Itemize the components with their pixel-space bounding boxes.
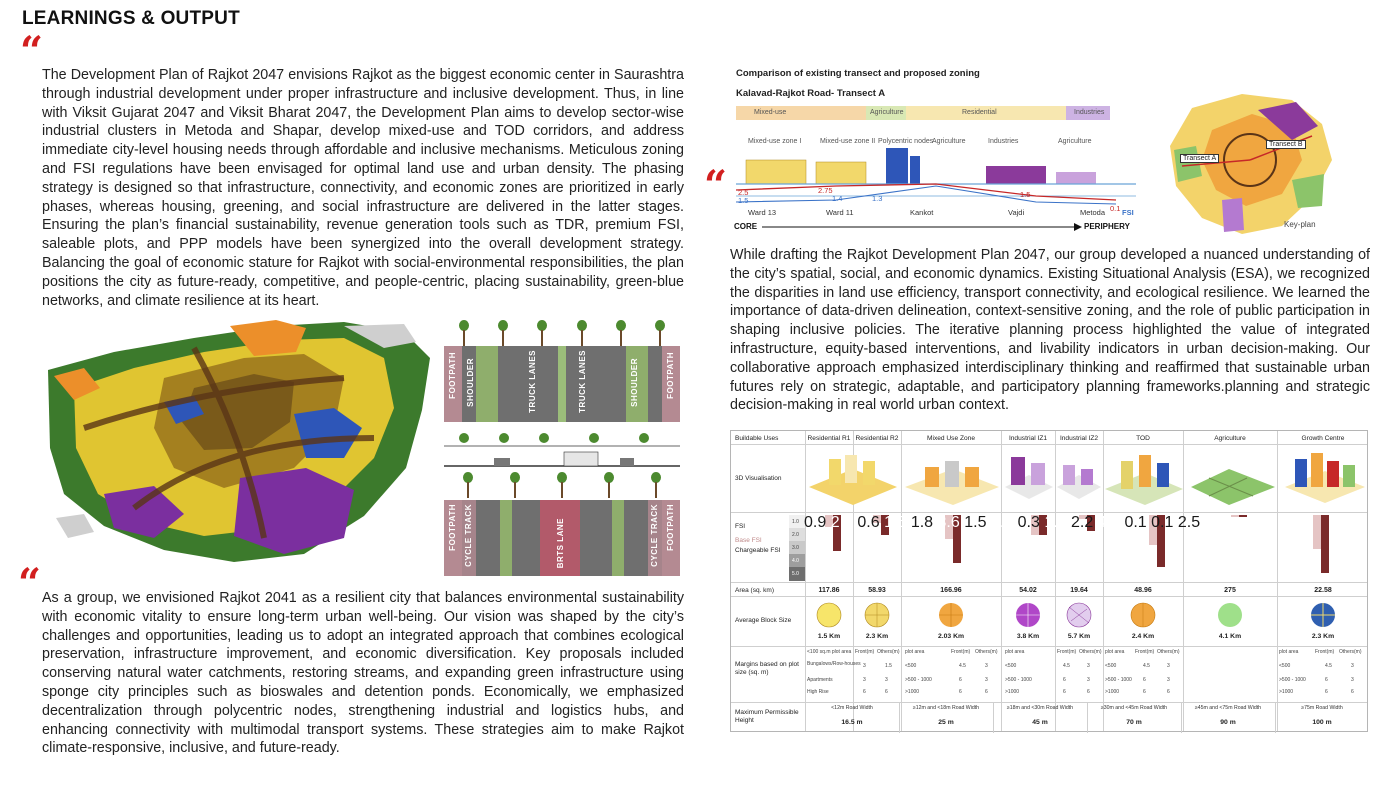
fsi-bar-value: 0.6 <box>857 514 880 531</box>
fsi-bar-value: 2.5 <box>1177 514 1201 531</box>
max-height-value: 16.5 m <box>841 719 863 726</box>
margin-cell: 4.5 <box>1143 663 1150 669</box>
max-height-value: 100 m <box>1312 719 1332 726</box>
fsi-tick: 5.0 <box>792 571 799 577</box>
margin-cell: 6 <box>959 689 962 695</box>
paragraph-group-vision: As a group, we envisioned Rajkot 2041 as a resilient city that balances environmental sustainability with economic vitality to ensure long-term urban well-being. Our vision was shaped by the city’s challenges and opportunities, leading us to adopt an integrated approach that combines ecological preservation, infrastructure improvement, and economic diversification. Key proposals included conserving natural water catchments, restoring streams, and expanding green infrastructure using sponge city principles such as bioswales and detention ponds. Economically, we emphasized decentralization through polycentric nodes, strengthening industrial and logistics hubs, and enhancing connectivity with multimodal transport systems. These strategies aim to make Rajkot climate-responsive, inclusive, and future-ready. <box>42 590 684 757</box>
margin-cell: 6 <box>1143 677 1146 683</box>
block-size-value: 2.03 Km <box>937 633 965 640</box>
margin-head: Others(m) <box>1339 649 1362 655</box>
transect-b-label: Transect B <box>1266 140 1306 149</box>
quote-icon: “ <box>18 560 42 607</box>
table-corner-header: Buildable Uses <box>735 435 779 442</box>
margin-cell: Bungalows/Row-houses <box>807 661 861 667</box>
quote-icon: “ <box>704 162 728 209</box>
area-value: 58.93 <box>868 587 886 594</box>
fsi-value: 2.75 <box>818 186 833 195</box>
tree-icon <box>650 472 662 498</box>
block-size-value: 2.3 Km <box>865 633 889 640</box>
margin-cell: 6 <box>1087 689 1090 695</box>
tree-icon <box>615 320 627 346</box>
margin-cell: 6 <box>1325 689 1328 695</box>
block-size-value: 2.3 Km <box>1311 633 1335 640</box>
tree-icon <box>536 320 548 346</box>
margin-head: plot area <box>1105 649 1125 655</box>
block-size-circles <box>805 599 1369 631</box>
margin-cell: <500 <box>905 663 917 669</box>
fsi-value: 1.3 <box>872 194 883 203</box>
row-label-margins: Margins based on plot size (sq. m) <box>735 661 799 676</box>
road-width: ≥75m Road Width <box>1301 705 1343 711</box>
cycle-track-label: CYCLE TRACK <box>650 504 659 567</box>
truck-lanes-label: TRUCK LANES <box>578 350 587 413</box>
max-height-value: 90 m <box>1220 719 1236 726</box>
street-elevation-skyline <box>444 430 680 470</box>
area-value: 275 <box>1224 587 1236 594</box>
area-value: 22.58 <box>1314 587 1332 594</box>
margin-cell: 3 <box>885 677 888 683</box>
margin-cell: 6 <box>1063 677 1066 683</box>
proposed-zone-label: Agriculture <box>932 138 966 145</box>
cycle-track-label: CYCLE TRACK <box>464 504 473 567</box>
truck-lanes-label: TRUCK LANES <box>528 350 537 413</box>
fsi-bar-value: 1.5 <box>884 514 907 531</box>
margin-cell: 3 <box>863 677 866 683</box>
block-size-value: 2.4 Km <box>1131 633 1155 640</box>
margin-head: Others(m) <box>1157 649 1180 655</box>
margin-cell: 3 <box>1351 663 1354 669</box>
road-width: <12m Road Width <box>831 705 873 711</box>
margin-head: plot area <box>1279 649 1299 655</box>
zone-residential: Residential <box>906 106 1066 120</box>
tree-icon <box>509 472 521 498</box>
margin-cell: <500 <box>1279 663 1291 669</box>
column-header: Residential R2 <box>855 435 899 442</box>
fsi-bar-value: 0.1 <box>1124 514 1147 531</box>
area-value: 117.86 <box>818 587 840 594</box>
margin-cell: 4.5 <box>1325 663 1332 669</box>
margin-head: Front(m) <box>1315 649 1335 655</box>
block-size-value: 4.1 Km <box>1218 633 1242 640</box>
fsi-bar-value: 2.7 <box>830 514 853 531</box>
max-height-value: 70 m <box>1126 719 1142 726</box>
brts-lane-label: BRTS LANE <box>556 518 565 569</box>
row-label-area: Area (sq. km) <box>735 587 775 594</box>
block-size-value: 3.8 Km <box>1016 633 1040 640</box>
zone-agriculture: Agriculture <box>866 106 906 120</box>
fsi-bar-value: 1.8 <box>910 514 934 531</box>
fsi-value: 0.1 <box>1110 204 1121 213</box>
key-plan-caption: Key-plan <box>1284 220 1316 229</box>
fsi-value: 1.5 <box>1020 190 1031 199</box>
place-label: Vajdi <box>1008 208 1025 217</box>
periphery-label: PERIPHERY <box>1084 222 1130 231</box>
row-label-fsi: FSI <box>735 523 746 530</box>
margin-cell: 6 <box>959 677 962 683</box>
row-label-max-height: Maximum Permissible Height <box>735 709 799 724</box>
column-header: Mixed Use Zone <box>926 435 975 442</box>
transect-section-graphic <box>736 146 1136 208</box>
margin-head: Front(m) <box>951 649 971 655</box>
margin-cell: 6 <box>863 689 866 695</box>
fsi-legend-base: Base FSI <box>735 537 762 544</box>
margin-cell: 1.5 <box>885 663 892 669</box>
tree-icon <box>497 320 509 346</box>
shoulder-label: SHOULDER <box>630 358 639 407</box>
margin-cell: >1000 <box>1279 689 1294 695</box>
margin-cell: High Rise <box>807 689 829 695</box>
fsi-tick: 2.0 <box>792 532 799 538</box>
fsi-bar-value: 0.3 <box>1017 514 1040 531</box>
margin-head: <100 sq.m plot area <box>807 649 852 655</box>
road-width: ≥45m and <75m Road Width <box>1194 705 1262 711</box>
tree-icon <box>458 320 470 346</box>
column-header: Industrial IZ2 <box>1059 435 1099 442</box>
area-value: 54.02 <box>1019 587 1037 594</box>
proposed-zone-label: Agriculture <box>1058 138 1092 145</box>
transect-comparison-diagram <box>732 64 1144 236</box>
column-header: Residential R1 <box>807 435 851 442</box>
3d-visualisation-thumbnails <box>805 447 1369 511</box>
block-size-value: 1.5 Km <box>817 633 841 640</box>
margin-cell: >1000 <box>1105 689 1120 695</box>
zone-mixed-use: Mixed-use <box>736 106 866 120</box>
margin-cell: 4.5 <box>959 663 966 669</box>
margin-cell: 3 <box>1167 677 1170 683</box>
area-value: 19.64 <box>1070 587 1088 594</box>
place-label: Metoda <box>1080 208 1106 217</box>
area-value: 166.96 <box>940 587 962 594</box>
margin-cell: 3 <box>985 677 988 683</box>
margin-cell: 6 <box>1167 689 1170 695</box>
tree-icon <box>576 320 588 346</box>
road-width: ≥30m and <45m Road Width <box>1100 705 1168 711</box>
column-header: TOD <box>1136 435 1150 442</box>
max-height-value: 45 m <box>1032 719 1048 726</box>
margin-cell: >1000 <box>905 689 920 695</box>
margin-cell: 3 <box>863 663 866 669</box>
margin-cell: 3 <box>1087 663 1090 669</box>
fsi-bar-value: 1.2 <box>1044 514 1067 531</box>
key-plan-map <box>1162 90 1340 236</box>
fsi-value: 1.5 <box>738 196 749 205</box>
fsi-bar-value: 2.2 <box>1071 514 1094 531</box>
margin-cell: >500 - 1000 <box>905 677 932 683</box>
margin-head: Others(m) <box>975 649 998 655</box>
key-plan-graphic <box>1162 90 1340 236</box>
transect-title: Comparison of existing transect and proposed zoning <box>736 68 980 79</box>
margin-cell: 6 <box>1351 689 1354 695</box>
paragraph-vision-plan: The Development Plan of Rajkot 2047 envisions Rajkot as the biggest economic center in Saurashtra through industrial development under proper infrastructure and inclusive development. Thus, in line with Viksit Gujarat 2047 and Viksit Bharat 2047, the Development Plan aims to develop sector-wise industrial clusters in Metoda and Shapar, develop mixed-use and TOD corridors, and address immediate city-level housing needs through affordable and inclusive mechanisms. Meticulous zoning and FSI regulations have been envisaged for optimal land use and urban density. The phasing strategy is designed so that infrastructure, connectivity, and economic zones are prioritized in early phases, whereas housing, greening, and social infrastructure are delivered in the latter stages. Ensuring the plan’s financial sustainability, revenue generation tools such as TDR, premium FSI, saleable plots, and PPP models have been synergized into the overall development strategy. Balancing the goal of economic stature for Rajkot with social-environmental responsibilities, the plan positions the city as future-ready, competitive, and people-centric, placing sustainability, green-blue networks, and climate resilience at its heart. <box>42 67 684 309</box>
row-label-3d: 3D Visualisation <box>735 475 782 482</box>
street-section-brts <box>444 472 680 576</box>
fsi-tick: 4.0 <box>792 558 799 564</box>
fsi-bar-value: 1.5 <box>964 514 987 531</box>
margin-cell: <500 <box>1005 663 1017 669</box>
transect-subtitle: Kalavad-Rajkot Road- Transect A <box>736 88 886 99</box>
margin-head: Front(m) <box>1135 649 1155 655</box>
margin-cell: 4.5 <box>1063 663 1070 669</box>
margin-head: plot area <box>1005 649 1025 655</box>
margin-cell: Apartments <box>807 677 833 683</box>
margin-cell: <500 <box>1105 663 1117 669</box>
fsi-bar-value: 4.5 <box>1204 514 1227 531</box>
margin-cell: 3 <box>985 663 988 669</box>
proposed-zone-label: Mixed-use zone I <box>748 138 802 145</box>
margin-cell: 6 <box>985 689 988 695</box>
fsi-bar-value: 0.1 <box>1151 514 1174 531</box>
shoulder-label: SHOULDER <box>466 358 475 407</box>
fsi-bar-value: 1.5 <box>990 514 1014 531</box>
proposed-zone-label: Industries <box>988 138 1019 145</box>
footpath-label: FOOTPATH <box>666 352 675 399</box>
margin-cell: 6 <box>885 689 888 695</box>
margin-cell: 6 <box>1143 689 1146 695</box>
margin-cell: 6 <box>1063 689 1066 695</box>
fsi-bar-value: 4.0 <box>1097 514 1120 531</box>
fsi-legend-chargeable: Chargeable FSI <box>735 547 781 554</box>
fsi-bar-value: 3.6 <box>937 514 960 531</box>
max-height-value: 25 m <box>938 719 954 726</box>
footpath-label: FOOTPATH <box>448 352 457 399</box>
column-header: Industrial IZ1 <box>1008 435 1048 442</box>
zone-industries: Industries <box>1066 106 1110 120</box>
place-label: Ward 13 <box>748 208 777 217</box>
margin-cell: >500 - 1000 <box>1105 677 1132 683</box>
proposed-zone-label: Mixed-use zone II <box>820 138 876 145</box>
transect-a-label: Transect A <box>1180 154 1219 163</box>
margin-head: Front(m) <box>855 649 875 655</box>
margin-cell: >500 - 1000 <box>1279 677 1306 683</box>
place-label: Ward 11 <box>826 208 854 217</box>
fsi-axis-label: FSI <box>1122 208 1134 217</box>
margin-cell: >1000 <box>1005 689 1020 695</box>
margin-cell: 3 <box>1167 663 1170 669</box>
margin-head: plot area <box>905 649 925 655</box>
core-label: CORE <box>734 222 758 231</box>
fsi-value: 2.5 <box>738 188 749 197</box>
margin-cell: 6 <box>1325 677 1328 683</box>
row-label-block-size: Average Block Size <box>735 617 792 624</box>
margin-head: Others(m) <box>877 649 900 655</box>
road-width: ≥18m and <30m Road Width <box>1006 705 1074 711</box>
footpath-label: FOOTPATH <box>666 504 675 551</box>
margin-cell: 3 <box>1087 677 1090 683</box>
fsi-tick: 1.0 <box>792 519 799 525</box>
margin-cell: 3 <box>1351 677 1354 683</box>
quote-icon: “ <box>20 28 44 75</box>
fsi-bar-labels <box>804 514 1368 574</box>
road-width: ≥12m and <18m Road Width <box>912 705 980 711</box>
margin-cell: >500 - 1000 <box>1005 677 1032 683</box>
core-periphery-arrow <box>762 222 1082 232</box>
area-value: 48.96 <box>1134 587 1152 594</box>
proposed-zone-label: Polycentric nodes <box>878 138 934 145</box>
tree-icon <box>556 472 568 498</box>
place-label: Kankot <box>910 208 934 217</box>
tree-icon <box>462 472 474 498</box>
fsi-value: 1.4 <box>832 194 843 203</box>
tree-icon <box>654 320 666 346</box>
street-section-truck-lanes <box>444 318 680 422</box>
paragraph-learnings: While drafting the Rajkot Development Plan 2047, our group developed a nuanced understanding of the city’s spatial, social, and economic dynamics. Existing Situational Analysis (ESA), we recognized the disparities in land use efficiency, transport connectivity, and ecological resilience. We learned the importance of data-driven delineation, context-sensitive zoning, and the role of public participation in shaping inclusive policies. The iterative planning process highlighted the value of integrated infrastructure, equity-based interventions, and livability indicators in urban decision-making. Our collaborative approach emphasized interdisciplinary thinking and reaffirmed that sustainable urban futures rely on strategic, adaptable, and participatory planning frameworks.planning and strategic decision-making in real world urban context. <box>730 247 1370 414</box>
block-size-value: 5.7 Km <box>1067 633 1091 640</box>
footpath-label: FOOTPATH <box>448 504 457 551</box>
fsi-bar-value: 0.9 <box>804 514 827 531</box>
rajkot-3d-massing-map <box>44 318 436 564</box>
zoning-regulations-table <box>730 430 1368 732</box>
margin-head: Others(m) <box>1079 649 1102 655</box>
fsi-tick: 3.0 <box>792 545 799 551</box>
page-title: LEARNINGS & OUTPUT <box>22 8 240 29</box>
tree-icon <box>603 472 615 498</box>
column-header: Growth Centre <box>1301 435 1345 442</box>
margin-head: Front(m) <box>1057 649 1077 655</box>
column-header: Agriculture <box>1214 435 1246 442</box>
